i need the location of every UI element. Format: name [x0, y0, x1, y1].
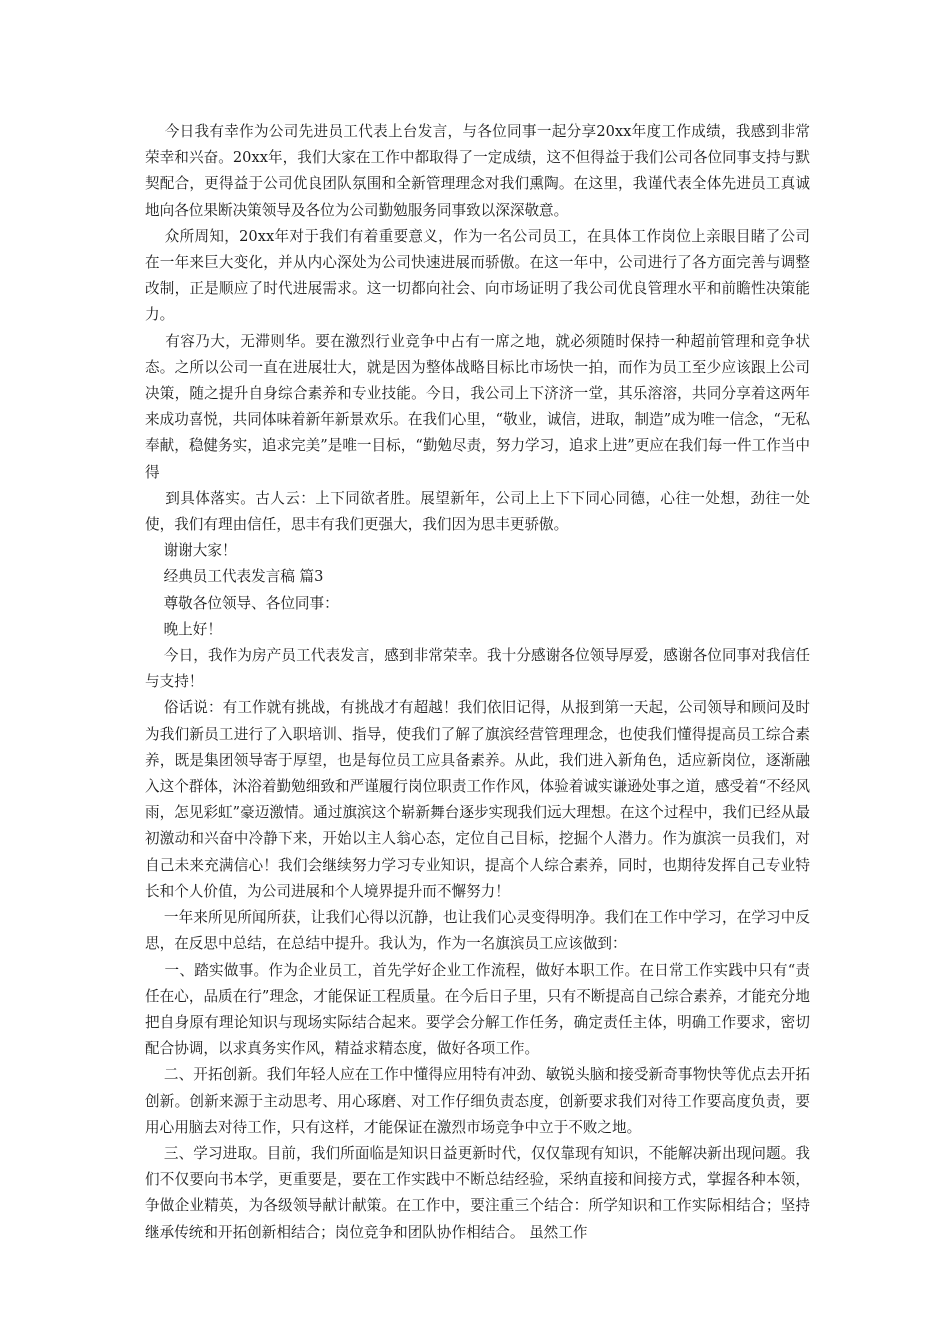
- document-body: [145, 119, 810, 1246]
- paragraph: 有容乃大，无滞则华。要在激烈行业竞争中占有一席之地，就必须随时保持一种超前管理和竞争状态。之所以公司一直在进展壮大，就是因为整体战略目标比市场快一拍，而作为员工至少应该跟上公司决策，随之提升自身综合素养和专业技能。今日，我公司上下济济一堂，其乐溶溶，共同分享着这两年来成功喜悦，共同体味着新年新景欢乐。在我们心里，“敬业，诚信，进取，制造”成为唯一信念，“无私奉献，稳健务实，追求完美”是唯一目标，“勤勉尽责，努力学习，追求上进”更应在我们每一件工作当中得: [145, 332, 810, 481]
- paragraph: 众所周知，20xx年对于我们有着重要意义，作为一名公司员工，在具体工作岗位上亲眼目睹了公司在一年来巨大变化，并从内心深处为公司快速进展而骄傲。在这一年中，公司进行了各方面完善与调整改制，正是顺应了时代进展需求。这一切都向社会、向市场证明了我公司优良管理水平和前瞻性决策能力。: [145, 227, 810, 324]
- paragraph: 二、开拓创新。我们年轻人应在工作中懂得应用特有冲劲、敏锐头脑和接受新奇事物快等优点去开拓创新。创新来源于主动思考、用心琢磨、对工作仔细负责态度，创新要求我们对待工作要高度负责，要用心用脑去对待工作，只有这样，才能保证在激烈市场竞争中立于不败之地。: [145, 1066, 810, 1136]
- section-heading: 经典员工代表发言稿 篇3: [145, 568, 324, 586]
- greeting: 晚上好！: [145, 620, 222, 638]
- salutation: 尊敬各位领导、各位同事：: [145, 594, 339, 612]
- paragraph: 一、踏实做事。作为企业员工，首先学好企业工作流程，做好本职工作。在日常工作实践中只有“责任在心，品质在行”理念，才能保证工程质量。在今后日子里，只有不断提高自己综合素养，才能充分地把自身原有理论知识与现场实际结合起来。要学会分解工作任务，确定责任主体，明确工作要求，密切配合协调，以求真务实作风，精益求精态度，做好各项工作。: [145, 961, 810, 1058]
- paragraph: 今日，我作为房产员工代表发言，感到非常荣幸。我十分感谢各位领导厚爱，感谢各位同事对我信任与支持！: [145, 647, 810, 691]
- paragraph: 俗话说：有工作就有挑战，有挑战才有超越！我们依旧记得，从报到第一天起，公司领导和顾问及时为我们新员工进行了入职培训、指导，使我们了解了旗滨经营管理理念，也使我们懂得提高员工综合素养，既是集团领导寄于厚望，也是每位员工应具备素养。从此，我们进入新角色，适应新岗位，逐渐融入这个群体，沐浴着勤勉细致和严谨履行岗位职责工作作风，体验着诚实谦逊处事之道，感受着“不经风雨，怎见彩虹”豪迈激情。通过旗滨这个崭新舞台逐步实现我们远大理想。在这个过程中，我们已经从最初激动和兴奋中冷静下来，开始以主人翁心态，定位自己目标，挖掘个人潜力。作为旗滨一员我们，对自己未来充满信心！我们会继续努力学习专业知识，提高个人综合素养，同时，也期待发挥自己专业特长和个人价值，为公司进展和个人境界提升而不懈努力！: [145, 699, 810, 900]
- paragraph: 到具体落实。古人云：上下同欲者胜。展望新年，公司上上下下同心同德，心往一处想，劲往一处使，我们有理由信任，思丰有我们更强大，我们因为思丰更骄傲。: [145, 489, 810, 534]
- paragraph: 今日我有幸作为公司先进员工代表上台发言，与各位同事一起分享20xx年度工作成绩，我感到非常荣幸和兴奋。20xx年，我们大家在工作中都取得了一定成绩，这不但得益于我们公司各位同事支持与默契配合，更得益于公司优良团队氛围和全新管理理念对我们熏陶。在这里，我谨代表全体先进员工真诚地向各位果断决策领导及各位为公司勤勉服务同事致以深深敬意。: [145, 123, 810, 219]
- paragraph: 一年来所见所闻所获，让我们心得以沉静，也让我们心灵变得明净。我们在工作中学习，在学习中反思，在反思中总结，在总结中提升。我认为，作为一名旗滨员工应该做到：: [145, 909, 810, 953]
- closing-line: 谢谢大家！: [145, 542, 237, 560]
- paragraph: 三、学习进取。目前，我们所面临是知识日益更新时代，仅仅靠现有知识，不能解决新出现问题。我们不仅要向书本学，更重要是，要在工作实践中不断总结经验，采纳直接和间接方式，掌握各种本领，争做企业精英，为各级领导献计献策。在工作中，要注重三个结合：所学知识和工作实际相结合；坚持继承传统和开拓创新相结合；岗位竞争和团队协作相结合。 虽然工作: [145, 1144, 810, 1241]
